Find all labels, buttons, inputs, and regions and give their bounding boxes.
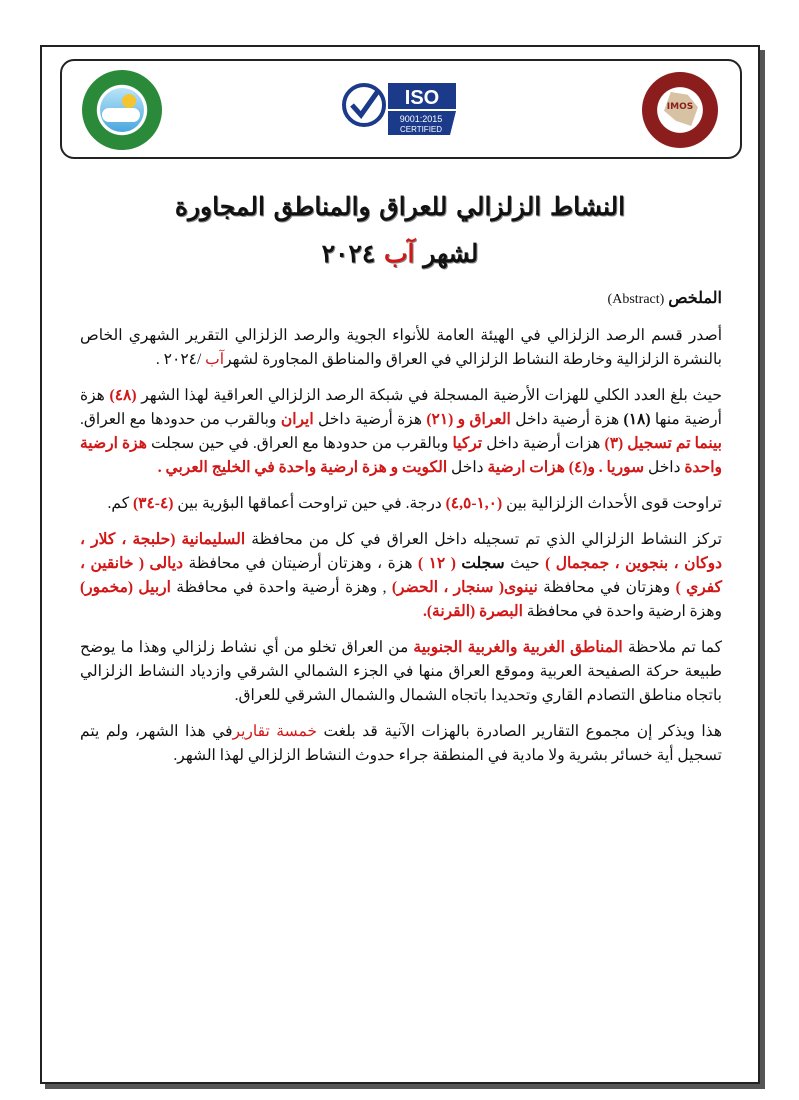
- iso-status: CERTIFIED: [399, 125, 443, 134]
- paragraph-intro: أصدر قسم الرصد الزلزالي في الهيئة العامة للأنواء الجوية والرصد الزلزالي التقرير الشهري الخاص بالنشرة الزلزالية وخارطة النشاط الزلزالي في العراق والمناطق المجاورة لشهرآب /٢٠٢٤ .: [80, 326, 722, 368]
- abstract-heading: الملخص (Abstract): [607, 290, 722, 307]
- paragraph-reports: هذا ويذكر إن مجموع التقارير الصادرة بالهزات الآنية قد بلغت خمسة تقاريرفي هذا الشهر، ولم يتم تسجيل أية خسائر بشرية ولا مادية في المنطقة جراء حدوث النشاط الزلزالي لهذا الشهر.: [80, 723, 722, 765]
- report-title: النشاط الزلزالي للعراق والمناطق المجاورة: [174, 192, 626, 221]
- iso-certified-badge: [342, 77, 462, 137]
- imos-seismology-logo-icon: [642, 72, 718, 148]
- document-page: [40, 45, 760, 1084]
- paragraph-totals: حيث بلغ العدد الكلي للهزات الأرضية المسجلة في شبكة الرصد الزلزالي العراقية لهذا الشهر (٤٨) هزة أرضية منها (١٨) هزة أرضية داخل العراق و (٢١) هزة أرضية داخل ايران وبالقرب من حدودها مع العراق. بينما تم تسجيل (٣) هزات أرضية داخل تركيا وبالقرب من حدودها مع العراق. في حين سجلت هزة ارضية واحدة داخل سوريا . و(٤) هزات ارضية داخل الكويت و هزة ارضية واحدة في الخليج العربي .: [80, 386, 722, 476]
- iso-standard: 9001:2015: [399, 114, 443, 124]
- report-body: [80, 287, 722, 780]
- imos-logo-text: IMOS: [666, 102, 694, 112]
- paragraph-locations: تركز النشاط الزلزالي الذي تم تسجيله داخل العراق في كل من محافظة السليمانية (حلبجة ، كلار ، دوكان ، بنجوين ، جمجمال ) حيث سجلت ( ١٢ ) هزة ، وهزتان أرضيتان في محافظة ديالى ( خانقين ، كفري ) وهزتان في محافظة نينوى( سنجار ، الحضر) , وهزة أرضية واحدة في محافظة اربيل (مخمور) وهزة ارضية واحدة في محافظة البصرة (القرنة).: [80, 530, 723, 620]
- paragraph-observations: كما تم ملاحظة المناطق الغربية والغربية الجنوبية من العراق تخلو من أي نشاط زلزالي وهذا ما يوضح طبيعة حركة الصفيحة العربية وموقع العراق منها في الجزء الشمالي الشرقي وازدياد النشاط الزلزالي باتجاه مناطق التصادم القاري وتحديدا باتجاه الشمال والشمال الشرقي للعراق.: [80, 638, 723, 704]
- header-banner: [60, 59, 742, 159]
- report-subtitle: لشهر آب ٢٠٢٤: [321, 239, 479, 268]
- iso-label: ISO: [404, 87, 440, 109]
- meteorological-organisation-logo-icon: [82, 70, 162, 150]
- paragraph-magnitudes: تراوحت قوى الأحداث الزلزالية بين (١,٠-٤,٥) درجة. في حين تراوحت أعماقها البؤرية بين (٤-٣٤) كم.: [107, 494, 722, 512]
